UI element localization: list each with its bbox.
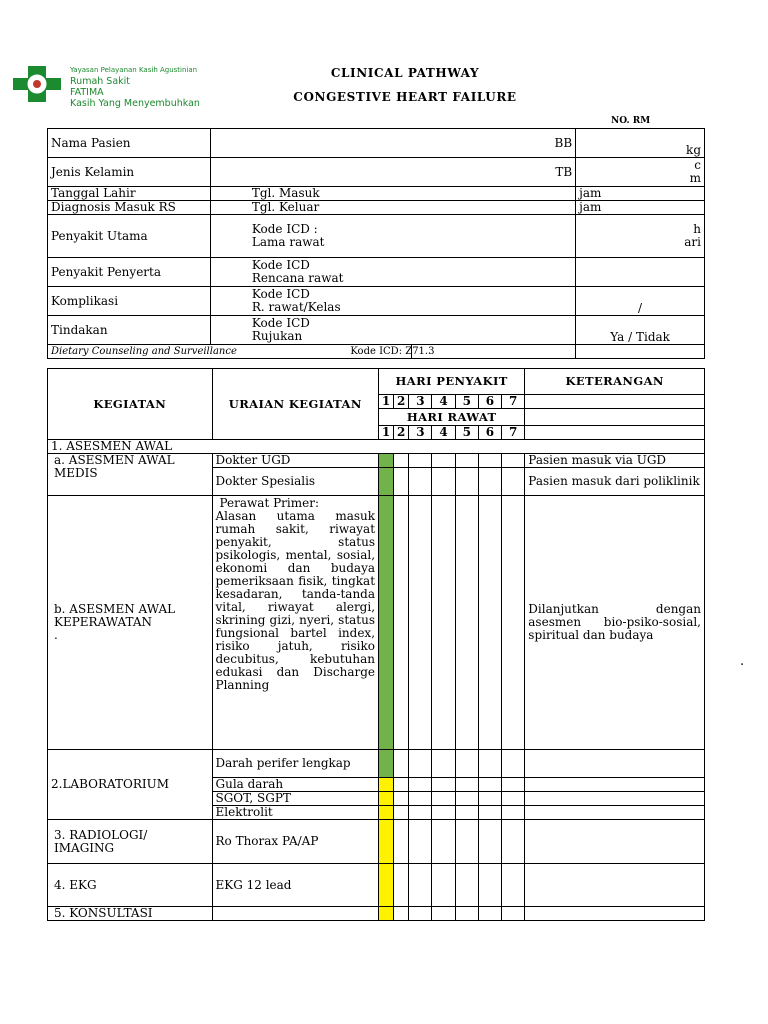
lab-sgot-sgpt: SGOT, SGPT bbox=[212, 792, 379, 806]
r-rawat-label: R. rawat/Kelas bbox=[251, 300, 341, 314]
penyakit-utama-label: Penyakit Utama bbox=[48, 215, 211, 258]
day-3: 3 bbox=[409, 395, 432, 409]
rawat-day-5: 5 bbox=[455, 426, 478, 440]
lab-darah-perifer: Darah perifer lengkap bbox=[212, 750, 379, 778]
org-line4: Kasih Yang Menyembuhkan bbox=[70, 98, 200, 109]
tgl-keluar-label: Tgl. Keluar bbox=[252, 201, 416, 215]
tindakan-label: Tindakan bbox=[48, 316, 211, 345]
tgl-masuk-label: Tgl. Masuk bbox=[252, 187, 416, 201]
rencana-rawat-label: Rencana rawat bbox=[251, 271, 344, 285]
lama-rawat-label: Lama rawat bbox=[251, 235, 325, 249]
tb-label: TB bbox=[210, 158, 575, 187]
section-ekg: 4. EKG bbox=[48, 864, 213, 907]
ekg-12-lead: EKG 12 lead bbox=[212, 864, 379, 907]
lab-gula-darah: Gula darah bbox=[212, 778, 379, 792]
jam-masuk-label: jam bbox=[576, 187, 705, 201]
kegiatan-header: KEGIATAN bbox=[48, 369, 213, 440]
kode-icd-4: Kode ICD bbox=[251, 316, 310, 330]
lab-elektrolit: Elektrolit bbox=[212, 806, 379, 820]
ket-poli: Pasien masuk dari poliklinik bbox=[525, 468, 705, 496]
day-cell-green bbox=[379, 496, 394, 750]
day-cell-green bbox=[379, 454, 394, 468]
section-asesmen-awal: 1. ASESMEN AWAL bbox=[48, 440, 705, 454]
day-5: 5 bbox=[455, 395, 478, 409]
rawat-day-4: 4 bbox=[432, 426, 455, 440]
ket-perawat: Dilanjutkan dengan asesmen bio-psiko-sosial, spiritual dan budaya bbox=[525, 496, 705, 750]
h-text: h bbox=[693, 222, 701, 236]
penyakit-penyerta-label: Penyakit Penyerta bbox=[48, 258, 211, 287]
kode-icd-rujukan bbox=[252, 316, 416, 345]
rawat-day-7: 7 bbox=[502, 426, 525, 440]
radiologi-thorax: Ro Thorax PA/AP bbox=[212, 820, 379, 864]
pathway-table bbox=[47, 368, 705, 921]
day-cell-yellow bbox=[379, 806, 394, 820]
patient-info-table bbox=[47, 128, 705, 359]
hari-label bbox=[576, 215, 705, 258]
dokter-spesialis: Dokter Spesialis bbox=[212, 468, 379, 496]
jenis-kelamin-label: Jenis Kelamin bbox=[48, 158, 211, 187]
kode-icd-2: Kode ICD bbox=[251, 258, 310, 272]
ket-ugd: Pasien masuk via UGD bbox=[525, 454, 705, 468]
day-7: 7 bbox=[502, 395, 525, 409]
rawat-day-1: 1 bbox=[379, 426, 394, 440]
cm-m: m bbox=[689, 171, 701, 185]
section-konsultasi: 5. KONSULTASI bbox=[48, 907, 213, 921]
day-1: 1 bbox=[379, 395, 394, 409]
hari-rawat-header: HARI RAWAT bbox=[379, 409, 525, 426]
kode-icd-rencana-rawat bbox=[252, 258, 416, 287]
rawat-day-2: 2 bbox=[394, 426, 409, 440]
kg-label: kg bbox=[576, 129, 705, 158]
organization-block bbox=[70, 65, 200, 109]
margin-dot: . bbox=[740, 654, 745, 669]
kode-icd-lama-rawat bbox=[252, 215, 416, 258]
asesmen-medis-text: a. ASESMEN AWAL MEDIS bbox=[54, 453, 175, 480]
asesmen-keperawatan-text: b. ASESMEN AWAL KEPERAWATAN bbox=[54, 602, 176, 629]
document-title: CLINICAL PATHWAY bbox=[330, 66, 480, 80]
day-cell-yellow bbox=[379, 792, 394, 806]
document-subtitle: CONGESTIVE HEART FAILURE bbox=[293, 90, 517, 104]
kelas-slash: / bbox=[576, 287, 705, 316]
komplikasi-label: Komplikasi bbox=[48, 287, 211, 316]
cm-label bbox=[576, 158, 705, 187]
day-cell-yellow bbox=[379, 820, 394, 864]
day-6: 6 bbox=[478, 395, 501, 409]
keterangan-header: KETERANGAN bbox=[525, 369, 705, 395]
org-line2: Rumah Sakit bbox=[70, 76, 131, 87]
day-cell-green bbox=[379, 468, 394, 496]
no-rm-label: NO. RM bbox=[611, 116, 651, 126]
kode-icd-3: Kode ICD bbox=[251, 287, 310, 301]
hari-penyakit-header: HARI PENYAKIT bbox=[379, 369, 525, 395]
perawat-head: Perawat Primer: bbox=[219, 496, 319, 510]
dietary-label: Dietary Counseling and Surveillance bbox=[48, 345, 412, 359]
rawat-day-3: 3 bbox=[409, 426, 432, 440]
day-cell-yellow bbox=[379, 864, 394, 907]
nama-label: Nama Pasien bbox=[48, 129, 211, 158]
day-cell-yellow bbox=[379, 778, 394, 792]
section-asesmen-keperawatan bbox=[48, 496, 213, 750]
section-asesmen-medis bbox=[48, 454, 213, 496]
day-4: 4 bbox=[432, 395, 455, 409]
dot-marker: . bbox=[54, 628, 58, 642]
dokter-ugd: Dokter UGD bbox=[212, 454, 379, 468]
perawat-primer bbox=[212, 496, 379, 750]
rujukan-label: Rujukan bbox=[251, 329, 303, 343]
section-laboratorium: 2.LABORATORIUM bbox=[48, 750, 213, 820]
jam-keluar-label: jam bbox=[576, 201, 705, 215]
kode-icd-1: Kode ICD : bbox=[251, 222, 318, 236]
section-radiologi: 3. RADIOLOGI/ IMAGING bbox=[48, 820, 213, 864]
bb-label: BB bbox=[210, 129, 575, 158]
ya-tidak-label: Ya / Tidak bbox=[576, 316, 705, 345]
uraian-header: URAIAN KEGIATAN bbox=[212, 369, 379, 440]
dietary-icd: Kode ICD: Z71.3 bbox=[347, 345, 511, 359]
rawat-day-6: 6 bbox=[478, 426, 501, 440]
diagnosis-label: Diagnosis Masuk RS bbox=[48, 201, 211, 215]
day-cell-yellow bbox=[379, 907, 394, 921]
ari-text: ari bbox=[684, 235, 701, 249]
day-2: 2 bbox=[394, 395, 409, 409]
day-cell-green bbox=[379, 750, 394, 778]
org-line1: Yayasan Pelayanan Kasih Agustinian bbox=[70, 66, 198, 74]
hospital-cross-logo-icon bbox=[13, 66, 61, 102]
kode-icd-r-rawat bbox=[252, 287, 416, 316]
org-line3: FATIMA bbox=[70, 87, 104, 98]
tanggal-lahir-label: Tanggal Lahir bbox=[48, 187, 211, 201]
cm-c: c bbox=[694, 158, 701, 172]
perawat-body: Alasan utama masuk rumah sakit, riwayat penyakit, status psikologis, mental, sosial, ekonomi dan budaya pemeriksaan fisik, tingkat kesadaran, tanda-tanda vital, riwayat alergi, skrining gizi, nyeri, status fungsional bartel index, risiko jatuh, risiko decubitus, kebutuhan edukasi dan Discharge Planning bbox=[215, 509, 376, 692]
